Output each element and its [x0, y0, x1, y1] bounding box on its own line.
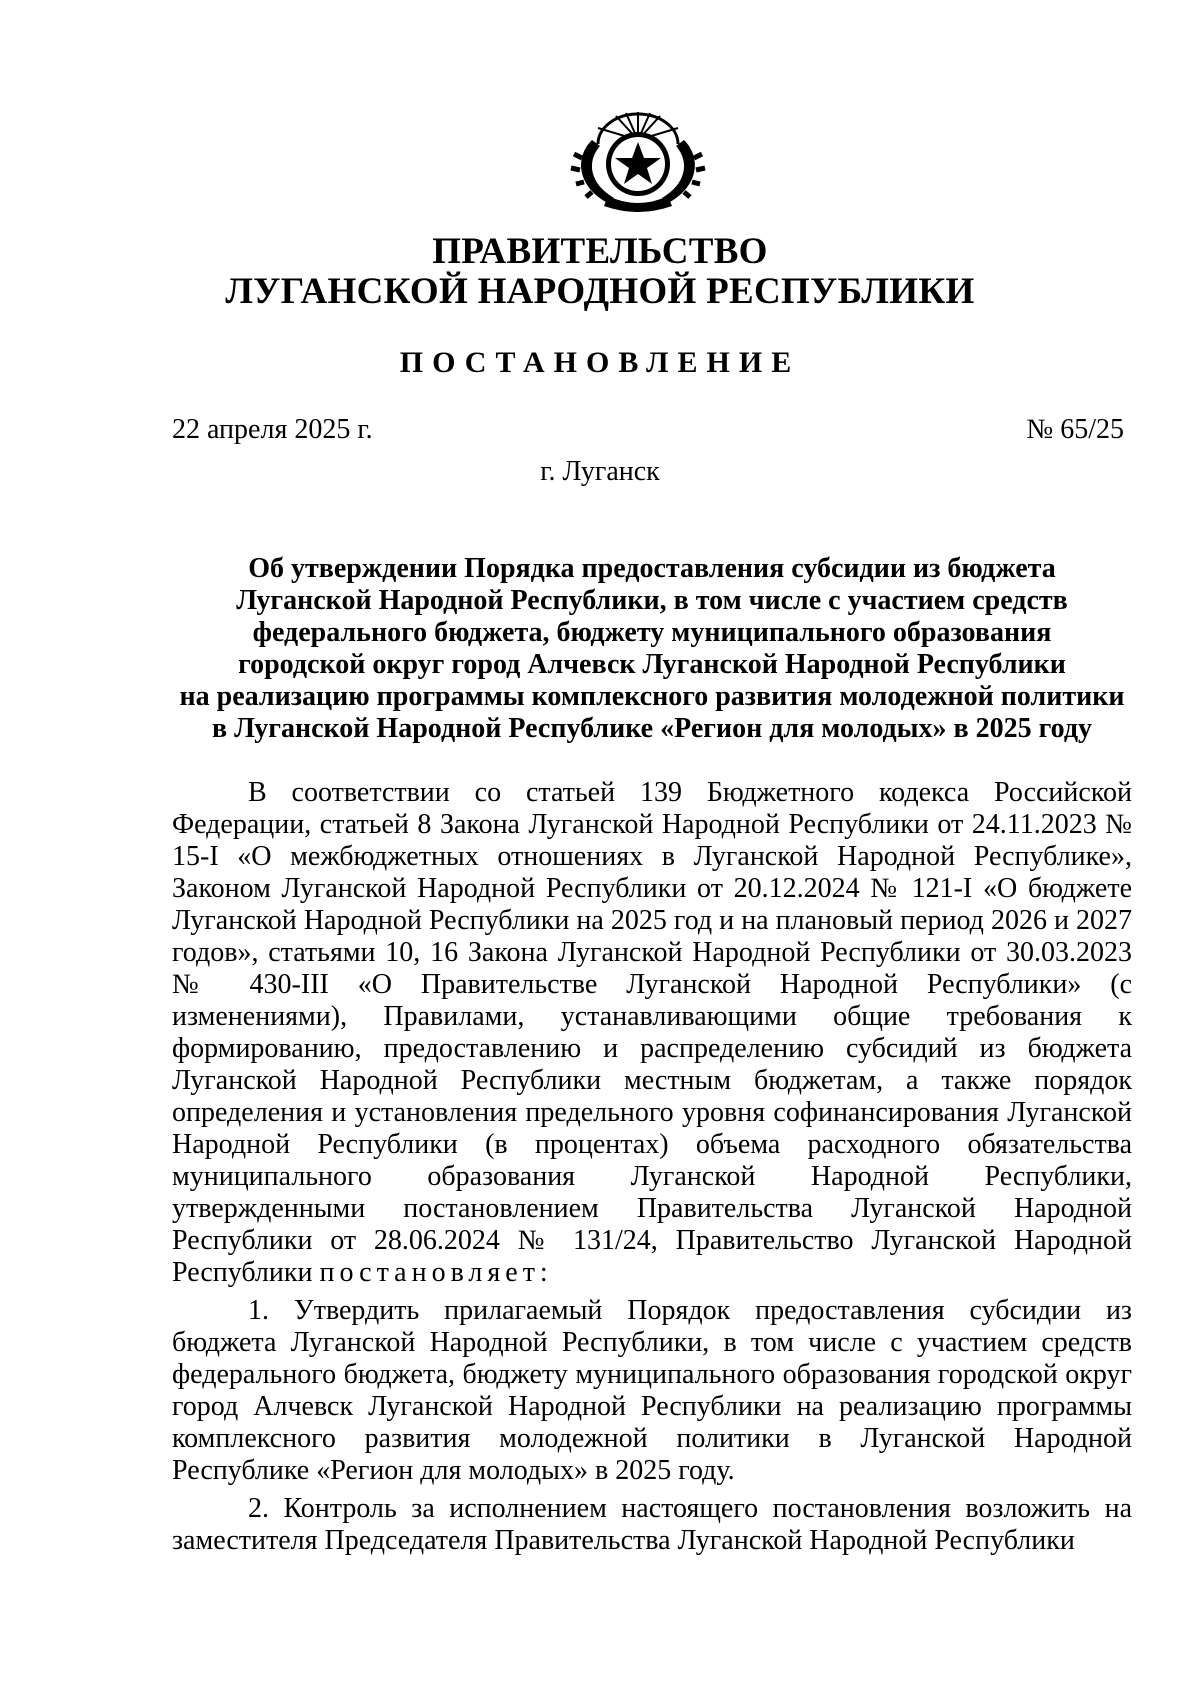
subject-line: федерального бюджета, бюджету муниципального образования	[252, 617, 1052, 648]
document-body	[172, 777, 1132, 1557]
document-subject	[176, 553, 1128, 745]
coat-of-arms-emblem-icon	[568, 106, 708, 214]
resolves-word: постановляет:	[319, 1257, 553, 1288]
subject-line: в Луганской Народной Республике «Регион для молодых» в 2025 году	[211, 713, 1093, 744]
preamble-text: В соответствии со статьей 139 Бюджетного кодекса Российской Федерации, статьей 8 Закона Луганской Народной Республики от 24.11.2023 № 15-I «О межбюджетных отношениях в Луганской Народной Республике», Законом Луганской Народной Республики от 20.12.2024 № 121-I «О бюджете Луганской Народной Республики на 2025 год и на плановый период 2026 и 2027 годов», статьями 10, 16 Закона Луганской Народной Республики от 30.03.2023 № 430-III «О Правительстве Луганской Народной Республики» (с изменениями), Правилами, устанавливающими общие требования к формированию, предоставлению и распределению субсидий из бюджета Луганской Народной Республики местным бюджетам, а также порядок определения и установления предельного уровня софинансирования Луганской Народной Республики (в процентах) объема расходного обязательства муниципального образования Луганской Народной Республики, утвержденными постановлением Правительства Луганской Народной Республики от 28.06.2024 № 131/24, Правительство Луганской Народной Республики	[172, 777, 1132, 1288]
subject-line: на реализацию программы комплексного развития молодежной политики	[179, 681, 1125, 712]
document-number: № 65/25	[1026, 414, 1124, 445]
subject-line: Об утверждении Порядка предоставления субсидии из бюджета	[248, 553, 1056, 584]
government-title-line1: ПРАВИТЕЛЬСТВО	[432, 231, 768, 272]
document-city: г. Луганск	[540, 456, 660, 487]
subject-line: Луганской Народной Республики, в том числе с участием средств	[236, 585, 1068, 616]
subject-line: городской округ город Алчевск Луганской Народной Республики	[238, 649, 1066, 680]
government-title-line2: ЛУГАНСКОЙ НАРОДНОЙ РЕСПУБЛИКИ	[225, 271, 975, 312]
document-type: ПОСТАНОВЛЕНИЕ	[399, 346, 801, 379]
document-date: 22 апреля 2025 г.	[172, 414, 373, 445]
preamble-paragraph	[172, 777, 1132, 1289]
item-2-paragraph: 2. Контроль за исполнением настоящего постановления возложить на заместителя Председателя Правительства Луганской Народной Республики	[172, 1493, 1132, 1556]
item-1-paragraph: 1. Утвердить прилагаемый Порядок предоставления субсидии из бюджета Луганской Народной Республики, в том числе с участием средств федерального бюджета, бюджету муниципального образования городской округ город Алчевск Луганской Народной Республики на реализацию программы комплексного развития молодежной политики в Луганской Народной Республике «Регион для молодых» в 2025 году.	[172, 1295, 1132, 1486]
